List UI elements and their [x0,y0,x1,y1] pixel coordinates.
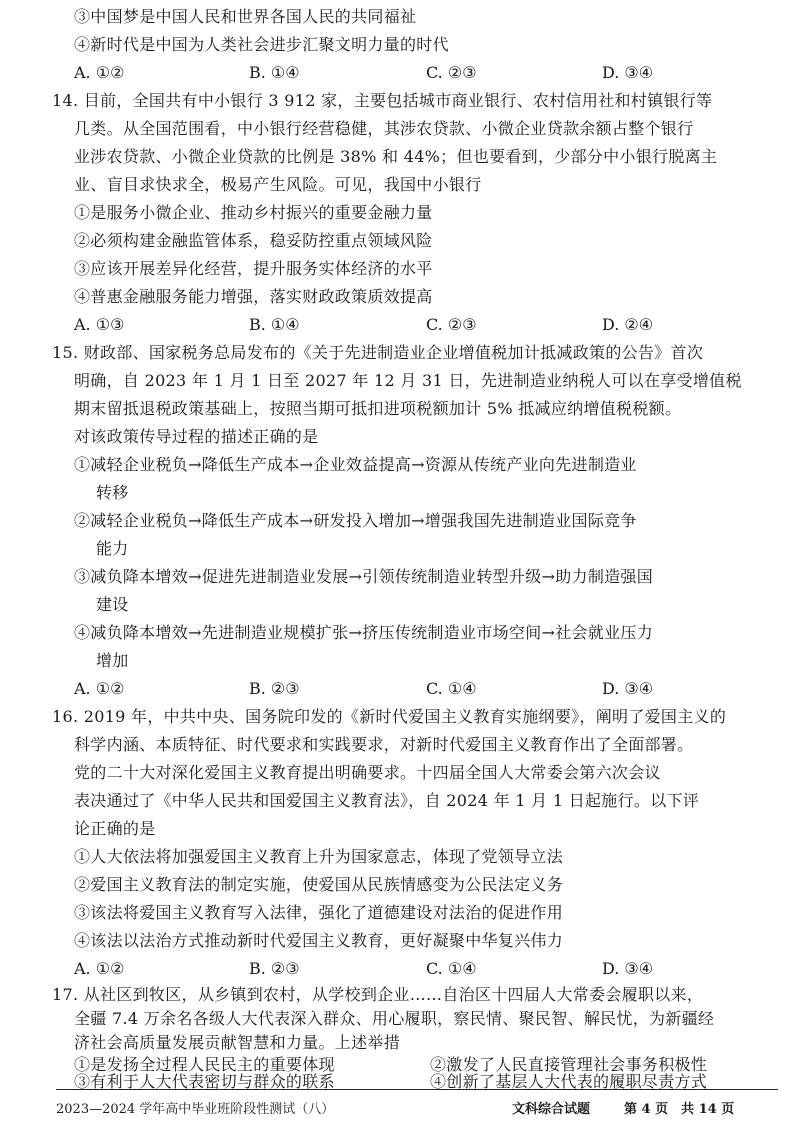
q15-option-a[interactable]: A. ①② [74,679,125,698]
q13-item-4: ④新时代是中国为人类社会进步汇聚文明力量的时代 [74,35,449,54]
q16-option-b[interactable]: B. ②③ [249,959,300,978]
q15-option-b[interactable]: B. ②③ [249,679,300,698]
q14-item-2: ②必须构建金融监管体系，稳妥防控重点领域风险 [74,231,433,250]
q14-option-d[interactable]: D. ②④ [602,315,654,334]
q15-stem-line: 期末留抵退税政策基础上，按照当期可抵扣进项税额加计 5% 抵减应纳增值税税额。 [74,399,682,418]
q16-stem-line: 科学内涵、本质特征、时代要求和实践要求，对新时代爱国主义教育作出了全面部署。 [74,735,694,754]
q13-option-c[interactable]: C. ②③ [426,63,477,82]
q15-stem-line: 对该政策传导过程的描述正确的是 [74,427,319,446]
q16-option-c[interactable]: C. ①④ [426,959,477,978]
q17-stem-line: 全疆 7.4 万余名各级人大代表深入群众、用心履职，察民情、聚民智、解民忧，为新疆经 [74,1009,715,1028]
q14-item-1: ①是服务小微企业、推动乡村振兴的重要金融力量 [74,203,433,222]
footer-subject: 文科综合试题 [512,1102,591,1117]
q15-option-d[interactable]: D. ③④ [602,679,654,698]
q15-item-4: ④减负降本增效→先进制造业规模扩张→挤压传统制造业市场空间→社会就业压力 [74,623,654,642]
q15-stem-line: 15. 财政部、国家税务总局发布的《关于先进制造业企业增值税加计抵减政策的公告》首次 [52,343,704,362]
q14-option-a[interactable]: A. ①③ [74,315,125,334]
q16-stem-line: 16. 2019 年，中共中央、国务院印发的《新时代爱国主义教育实施纲要》，阐明了爱国主义的 [52,707,727,726]
q16-item-4: ④该法以法治方式推动新时代爱国主义教育，更好凝聚中华复兴伟力 [74,931,564,950]
q17-item-2: ②激发了人民直接管理社会事务积极性 [430,1055,708,1074]
q14-item-3: ③应该开展差异化经营，提升服务实体经济的水平 [74,259,433,278]
footer-divider [56,1089,778,1090]
q15-item-3-cont: 建设 [96,595,129,614]
q17-item-3: ③有利于人大代表密切与群众的联系 [74,1072,335,1091]
q14-stem-line: 业、盲目求快求全，极易产生风险。可见，我国中小银行 [74,175,482,194]
q16-stem-line: 论正确的是 [74,819,156,838]
q16-item-3: ③该法将爱国主义教育写入法律，强化了道德建设对法治的促进作用 [74,903,564,922]
q15-item-2-cont: 能力 [96,539,129,558]
q15-item-1-cont: 转移 [96,483,129,502]
q13-option-d[interactable]: D. ③④ [602,63,654,82]
q15-stem-line: 明确，自 2023 年 1 月 1 日至 2027 年 12 月 31 日，先进制造业纳税人可以在享受增值税 [74,371,742,390]
q16-item-2: ②爱国主义教育法的制定实施，使爱国从民族情感变为公民法定义务 [74,875,564,894]
q16-stem-line: 表决通过了《中华人民共和国爱国主义教育法》，自 2024 年 1 月 1 日起施行。以下评 [74,791,700,810]
q16-option-a[interactable]: A. ①② [74,959,125,978]
footer-page-number: 第 4 页 共 14 页 [624,1102,735,1117]
q14-stem-line: 几类。从全国范围看，中小银行经营稳健，其涉农贷款、小微企业贷款余额占整个银行 [74,119,694,138]
q14-option-c[interactable]: C. ②③ [426,315,477,334]
q17-stem-line: 济社会高质量发展贡献智慧和力量。上述举措 [74,1033,401,1052]
q17-item-1: ①是发扬全过程人民民主的重要体现 [74,1055,335,1074]
q14-item-4: ④普惠金融服务能力增强，落实财政政策质效提高 [74,287,433,306]
q13-option-b[interactable]: B. ①④ [249,63,300,82]
q17-stem-line: 17. 从社区到牧区，从乡镇到农村，从学校到企业……自治区十四届人大常委会履职以来， [52,985,704,1004]
q14-stem-line: 14. 目前，全国共有中小银行 3 912 家，主要包括城市商业银行、农村信用社和村镇银行等 [52,91,713,110]
q16-item-1: ①人大依法将加强爱国主义教育上升为国家意志，体现了党领导立法 [74,847,564,866]
q15-item-2: ②减轻企业税负→降低生产成本→研发投入增加→增强我国先进制造业国际竞争 [74,511,637,530]
q15-option-c[interactable]: C. ①④ [426,679,477,698]
footer-exam-title: 2023—2024 学年高中毕业班阶段性测试（八） [56,1102,335,1117]
q15-item-4-cont: 增加 [96,651,129,670]
q15-item-1: ①减轻企业税负→降低生产成本→企业效益提高→资源从传统产业向先进制造业 [74,455,637,474]
q14-option-b[interactable]: B. ①④ [249,315,300,334]
q14-stem-line: 业涉农贷款、小微企业贷款的比例是 38% 和 44%；但也要看到，少部分中小银行脱离主 [74,147,718,166]
q15-item-3: ③减负降本增效→促进先进制造业发展→引领传统制造业转型升级→助力制造强国 [74,567,654,586]
q13-option-a[interactable]: A. ①② [74,63,125,82]
q13-item-3: ③中国梦是中国人民和世界各国人民的共同福祉 [74,7,417,26]
q17-item-4: ④创新了基层人大代表的履职尽责方式 [430,1072,708,1091]
q16-stem-line: 党的二十大对深化爱国主义教育提出明确要求。十四届全国人大常委会第六次会议 [74,763,661,782]
q16-option-d[interactable]: D. ③④ [602,959,654,978]
